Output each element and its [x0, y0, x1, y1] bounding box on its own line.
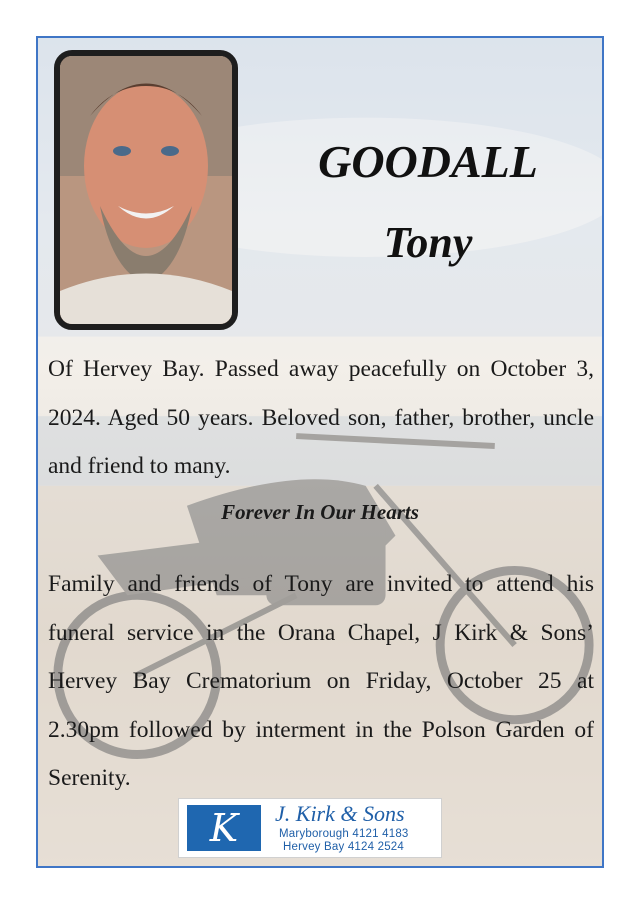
hervey-bay-phone: Hervey Bay 4124 2524 [283, 841, 404, 853]
motto: Forever In Our Hearts [221, 500, 419, 524]
notice-card [36, 36, 604, 868]
funeral-details-paragraph: Family and friends of Tony are invited to attend his funeral service in the Orana Chapel, J Kirk & Sons’ Hervey Bay Crematorium on Friday, October 25 at 2.30pm followed by interment in the Polson Garden of Serenity. [48, 571, 594, 791]
surname: GOODALL [318, 136, 538, 187]
k-monogram-icon: K [187, 805, 261, 851]
given-name: Tony [383, 218, 473, 267]
funeral-home-name: J. Kirk & Sons [275, 801, 405, 826]
portrait-photo [54, 50, 238, 330]
funeral-home-logo [178, 798, 442, 858]
maryborough-phone: Maryborough 4121 4183 [279, 828, 409, 840]
death-notice-paragraph: Of Hervey Bay. Passed away peacefully on October 3, 2024. Aged 50 years. Beloved son, father, brother, uncle and friend to many. [48, 356, 594, 479]
